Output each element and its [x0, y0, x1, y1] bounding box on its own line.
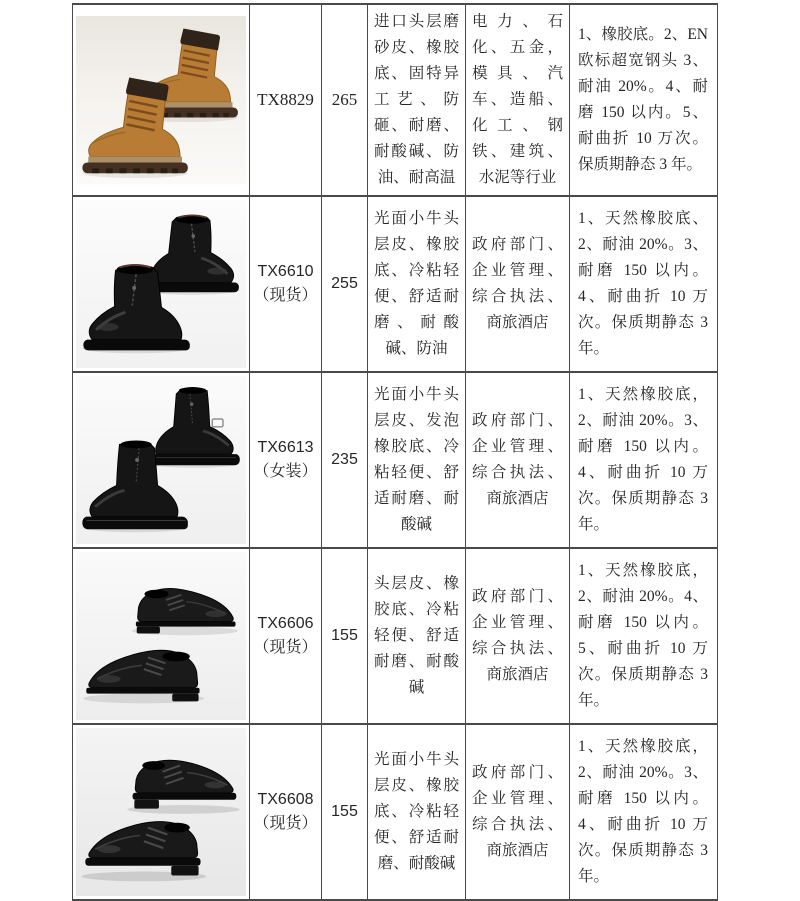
- product-industries: 政府部门、企业管理、综合执法、商旅酒店: [472, 588, 563, 683]
- black-womens-ankle-boots-image: [77, 378, 245, 542]
- black-zip-ankle-boots-image: [77, 202, 245, 366]
- product-variant: （现货）: [253, 287, 318, 304]
- product-features: 光面小牛头层皮、发泡橡胶底、冷粘轻便、舒适耐磨、耐酸碱: [374, 386, 459, 533]
- product-specs-cell: [570, 548, 718, 724]
- product-code-cell: [250, 196, 322, 372]
- product-features-cell: [368, 372, 466, 548]
- product-features-cell: [368, 548, 466, 724]
- product-code: TX6613: [257, 439, 314, 456]
- product-industries-cell: [466, 4, 570, 196]
- product-code: TX6608: [257, 791, 314, 808]
- product-code-cell: [250, 548, 322, 724]
- product-price-cell: [322, 196, 368, 372]
- table-row: [73, 196, 718, 372]
- product-features: 进口头层磨砂皮、橡胶底、固特异工艺、防砸、耐磨、耐酸碱、防油、耐高温: [374, 13, 459, 186]
- product-industries-cell: [466, 196, 570, 372]
- product-features-cell: [368, 196, 466, 372]
- product-specs: 1、天然橡胶底，2、耐油 20%。4、耐磨 150 以内。5、耐曲折 10 万次。保质期静态 3 年。: [578, 562, 708, 709]
- table-row: [73, 724, 718, 900]
- product-photo: [76, 16, 246, 184]
- product-code: TX6606: [257, 615, 314, 632]
- product-specs: 1、天然橡胶底、2、耐油 20%。3、耐磨 150 以内。4、耐曲折 10 万次。保质期静态 3 年。: [578, 210, 708, 357]
- product-industries-cell: [466, 372, 570, 548]
- product-price-cell: [322, 724, 368, 900]
- product-features-cell: [368, 724, 466, 900]
- product-code-cell: [250, 372, 322, 548]
- product-table: [72, 3, 718, 901]
- product-price-cell: [322, 372, 368, 548]
- product-industries: 政府部门、企业管理、综合执法、商旅酒店: [472, 236, 563, 331]
- product-photo: [76, 728, 246, 896]
- table-row: [73, 548, 718, 724]
- product-specs: 1、天然橡胶底，2、耐油 20%。3、耐磨 150 以内。4、耐曲折 10 万次。保质期静态 3 年。: [578, 386, 708, 533]
- table-row: [73, 372, 718, 548]
- product-features-cell: [368, 4, 466, 196]
- product-photo: [76, 376, 246, 544]
- product-specs-cell: [570, 4, 718, 196]
- product-features: 头层皮、橡胶底、冷粘轻便、舒适耐磨、耐酸碱: [374, 575, 459, 696]
- product-price: 265: [331, 90, 358, 109]
- product-specs-cell: [570, 196, 718, 372]
- product-industries-cell: [466, 548, 570, 724]
- product-specs-cell: [570, 372, 718, 548]
- product-price: 255: [331, 275, 358, 292]
- product-price-cell: [322, 4, 368, 196]
- product-photo-cell: [73, 4, 250, 196]
- product-photo-cell: [73, 372, 250, 548]
- product-specs-cell: [570, 724, 718, 900]
- table-row: [73, 4, 718, 196]
- black-lace-up-derby-shoes-image: [77, 730, 245, 894]
- product-code: TX8829: [257, 90, 314, 109]
- product-code-cell: [250, 724, 322, 900]
- product-variant: （现货）: [253, 639, 318, 656]
- product-price: 155: [331, 803, 358, 820]
- product-specs: 1、天然橡胶底，2、耐油 20%。3、耐磨 150 以内。4、耐曲折 10 万次。保质期静态 3 年。: [578, 738, 708, 885]
- product-code: TX6610: [257, 263, 314, 280]
- product-industries-cell: [466, 724, 570, 900]
- product-code-cell: [250, 4, 322, 196]
- product-industries: 政府部门、企业管理、综合执法、商旅酒店: [472, 412, 563, 507]
- black-derby-shoes-image: [77, 554, 245, 718]
- product-photo-cell: [73, 724, 250, 900]
- tan-work-boots-image: [77, 18, 245, 182]
- product-price: 235: [331, 451, 358, 468]
- product-price: 155: [331, 627, 358, 644]
- product-photo: [76, 200, 246, 368]
- product-features: 光面小牛头层皮、橡胶底、冷粘轻便、舒适耐磨、耐酸碱、防油: [374, 210, 459, 357]
- product-specs: 1、橡胶底。2、EN 欧标超宽钢头 3、耐油 20%。4、耐磨 150 以内。5、耐曲折 10 万次。保质期静态 3 年。: [578, 26, 708, 173]
- product-features: 光面小牛头层皮、橡胶底、冷粘轻便、舒适耐磨、耐酸碱: [374, 751, 459, 872]
- product-photo: [76, 552, 246, 720]
- product-photo-cell: [73, 196, 250, 372]
- product-industries: 政府部门、企业管理、综合执法、商旅酒店: [472, 764, 563, 859]
- product-industries: 电力、石化、五金，模具、汽车、造船、化工、钢铁、建筑、水泥等行业: [472, 13, 563, 186]
- product-photo-cell: [73, 548, 250, 724]
- product-variant: （现货）: [253, 815, 318, 832]
- product-price-cell: [322, 548, 368, 724]
- product-variant: （女装）: [253, 463, 318, 480]
